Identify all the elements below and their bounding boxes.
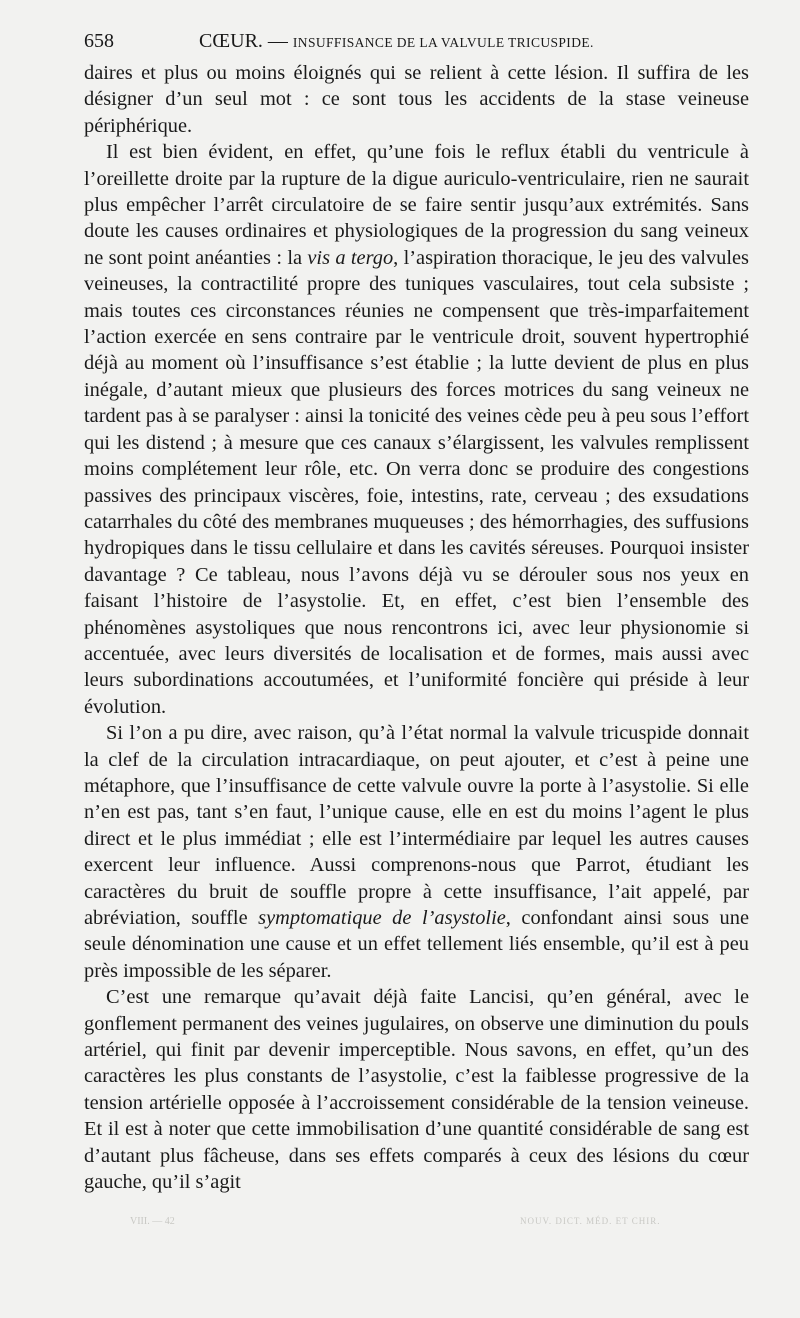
running-head [84,30,749,56]
paragraph-3-text-b: , confondant ainsi sous une seule dénomination une cause et un effet tellement liés ensemble, qu’il est à peu près impossible de les séparer. [84,907,749,982]
paragraph-4-text: C’est une remarque qu’avait déjà faite Lancisi, qu’en général, avec le gonflement permanent des veines jugulaires, on observe une diminution du pouls artériel, qui finit par devenir imperceptible. Nous savons, en effet, qu’un des caractères les plus constants de l’asystolie, c’est la faiblesse progressive de la tension artérielle opposée à l’accroissement considérable de la tension veineuse. Et il est à noter que cette immobilisation d’une quantité considérable de sang est d’autant plus fâcheuse, dans ses effets comparés à ceux des lésions du cœur gauche, qu’il s’agit [84,986,749,1194]
head-subtitle: INSUFFISANCE DE LA VALVULE TRICUSPIDE. [292,35,594,50]
head-dash: — [267,30,288,52]
paragraph-1 [84,60,749,139]
body-text [84,60,749,1195]
italic-symptomatique: symptomatique de l’asystolie [258,907,506,929]
signature-left: VIII. — 42 [130,1216,175,1227]
running-title [199,30,594,53]
signature-right: NOUV. DICT. MÉD. ET CHIR. [520,1216,661,1226]
paragraph-1-text: daires et plus ou moins éloignés qui se relient à cette lésion. Il suffira de les désigner d’un seul mot : ce sont tous les accidents de la stase veineuse périphérique. [84,62,749,137]
italic-vis-a-tergo: vis a tergo [307,246,394,269]
paragraph-4 [84,984,749,1195]
page-number: 658 [84,30,114,52]
paragraph-2-text-a: Il est bien évident, en effet, qu’une fois le reflux établi du ventricule à l’oreillette droite par la rupture de la digue auriculo-ventriculaire, rien ne saurait plus empêcher l’arrêt circulatoire de se faire sentir jusqu’aux extrémités. Sans doute les causes ordinaires et physiologiques de la progression du sang veineux ne sont point anéanties : la [84,141,749,269]
paragraph-3-text-a: Si l’on a pu dire, avec raison, qu’à l’état normal la valvule tricuspide donnait la clef de la circulation intracardiaque, on peut ajouter, et c’est à peine une métaphore, que l’insuffisance de cette valvule ouvre la porte à l’asystolie. Si elle n’en est pas, tant s’en faut, l’unique cause, elle en est du moins l’agent le plus direct et le plus immédiat ; elle est l’intermédiaire par lequel les autres causes exercent leur influence. Aussi comprenons-nous que Parrot, étudiant les caractères du bruit de souffle propre à cette insuffisance, l’ait appelé, par abréviation, souffle [84,722,749,929]
paragraph-3 [84,720,749,984]
paragraph-2-text-b: , l’aspiration thoracique, le jeu des valvules veineuses, la contractilité propre des tuniques vasculaires, tout cela subsiste ; mais toutes ces circonstances réunies ne compensent que très-imparfaitement l’action exercée en sens contraire par le ventricule droit, souvent hypertrophié déjà au moment où l’insuffisance s’est établie ; la lutte devient de plus en plus inégale, d’autant mieux que plusieurs des forces motrices du sang veineux ne tardent pas à se paralyser : ainsi la tonicité des veines cède peu à peu sous l’effort qui les distend ; à mesure que ces canaux s’élargissent, les valvules remplissent moins complétement leur rôle, etc. On verra donc se produire des congestions passives des principaux viscères, foie, intestins, rate, cerveau ; des exsudations catarrhales du côté des membranes muqueuses ; des hémorrhagies, des suffusions hydropiques dans le tissu cellulaire et dans les cavités séreuses. Pourquoi insister davantage ? Ce tableau, nous l’avons déjà vu se dérouler sous nos yeux en faisant l’histoire de l’asystolie. Et, en effet, c’est bien l’ensemble des phénomènes asystoliques que nous rencontrons ici, avec leur physionomie si accentuée, avec leurs diversités de localisation et de formes, mais aussi avec leurs subordinations accoutumées, et l’uniformité foncière qui préside à leur évolution. [84,246,749,718]
head-title: CŒUR. [199,30,263,52]
paragraph-2 [84,139,749,720]
